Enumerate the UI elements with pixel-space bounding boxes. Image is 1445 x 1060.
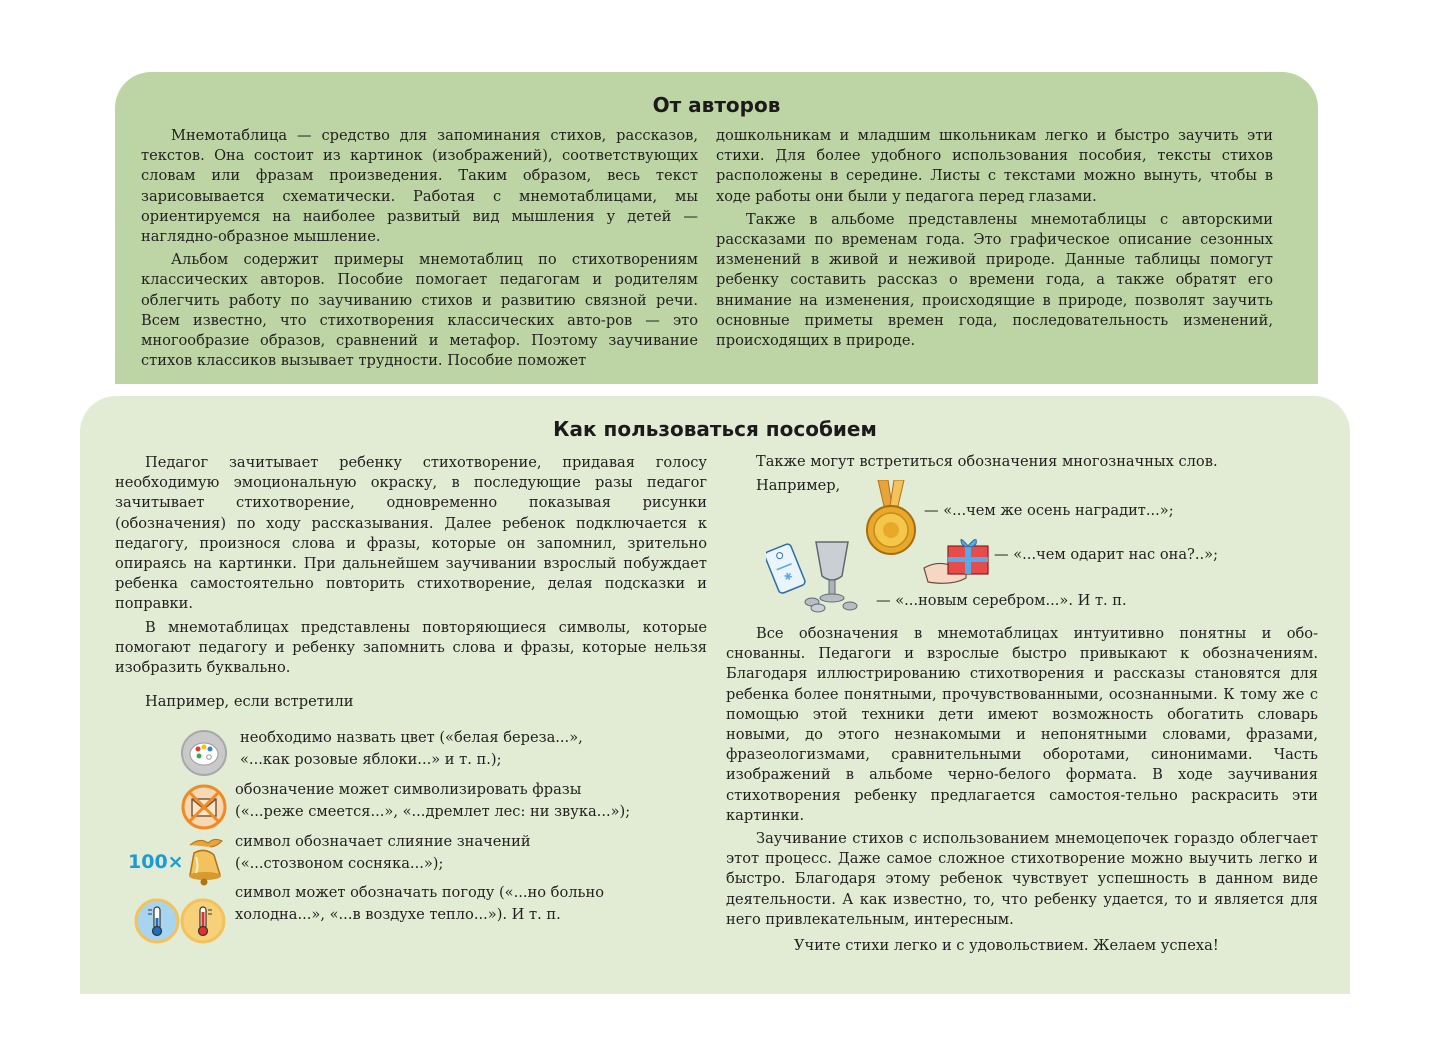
goblet-example-text: — «...новым серебром...». И т. п.: [876, 592, 1127, 609]
symbol-line: «...как розовые яблоки...» и т. п.);: [240, 751, 502, 768]
example-lead: Например, если встретили: [145, 693, 354, 710]
paragraph: В мнемотаблицах представлены повторяющиеся символы, которые помогают педагогу и ребенку запомнить слова и фразы, которые нельзя изобразить буквально.: [115, 618, 707, 677]
symbol-line: («...стозвоном сосняка...»);: [235, 855, 444, 872]
silver-goblet-icon: [766, 536, 866, 622]
symbol-envelope-text: [235, 779, 630, 823]
howto-left-column: [115, 453, 707, 678]
symbol-bell-text: [235, 831, 531, 875]
symbol-line: символ обозначает слияние значений: [235, 833, 531, 850]
paragraph: дошкольникам и младшим школьникам легко и быстро заучить эти стихи. Для более удобного использования пособия, тексты стихов расположены в середине. Листы с текстами можно вынуть, чтобы в ходе работы они были у педагога перед глазами.: [716, 127, 1273, 205]
gift-icon: [922, 534, 992, 592]
gift-example-text: — «...чем одарит нас она?..»;: [994, 546, 1219, 563]
right-example-lead: Например,: [756, 477, 841, 494]
right-intro: Также могут встретиться обозначения многозначных слов.: [756, 453, 1218, 470]
howto-panel: [80, 396, 1350, 994]
paragraph: Все обозначения в мнемотаблицах интуитивно понятны и обо-снованны. Педагоги и взрослые быстро привыкают к обозначениям. Благодаря иллюстрированию стихотворения и рассказы становятся для ребенка более понятными, прочувствованными, осознанными. К тому же с помощью этой техники дети имеют возможность обогатить словарь новыми, до этого незнакомыми и непонятными словами, фразами, фразеологизмами, сравнительными оборотами, синонимами. Часть изображений в альбоме черно-белого формата. В ходе заучивания стихотворения ребенку предлагается самостоя-тельно раскрасить эти картинки.: [726, 625, 1318, 824]
paragraph: Заучивание стихов с использованием мнемоцепочек гораздо облегчает этот процесс. Даже самое сложное стихотворение можно выучить легко и быстро. Благодаря этому ребенок чувствует успешность в данном виде деятельности. А как известно, то, что ребенку удается, то и является для него привлекательным, интересным.: [726, 830, 1318, 928]
medal-icon: [864, 480, 918, 564]
symbol-line: холодна...», «...в воздухе тепло...»). И т. п.: [235, 906, 561, 923]
palette-icon: [180, 729, 228, 781]
bell-icon: [180, 833, 230, 895]
symbol-palette-text: [240, 727, 583, 771]
svg-text:✱: ✱: [782, 570, 795, 585]
symbol-line: обозначение может символизировать фразы: [235, 781, 582, 798]
closing-line: Учите стихи легко и с удовольствием. Желаем успеха!: [794, 937, 1219, 954]
paragraph: Альбом содержит примеры мнемотаблиц по стихотворениям классических авторов. Пособие помогает педагогам и родителям облегчить работу по заучиванию стихов и развитию связной речи. Всем известно, что стихотворения классических авто-ров — это многообразие образов, сравнений и метафор. Поэтому заучивание стихов классиков вызывает трудности. Пособие поможет: [141, 251, 698, 370]
symbol-weather-text: [235, 882, 604, 926]
symbol-line: («...реже смеется...», «...дремлет лес: ни звука...»);: [235, 803, 631, 820]
howto-title: Как пользоваться пособием: [553, 417, 877, 441]
symbol-line: символ может обозначать погоду («...но больно: [235, 884, 604, 901]
howto-right-column: [726, 624, 1318, 930]
medal-example-text: — «...чем же осень наградит...»;: [924, 502, 1174, 519]
thermometer-cold-icon: [134, 898, 180, 948]
paragraph: Педагог зачитывает ребенку стихотворение, придавая голосу необходимую эмоциональную окраску, в последующие разы педагог зачитывает стихотворение, одновременно показывая рисунки (обозначения) по ходу рассказывания. Далее ребенок подключается к педагогу, произнося слова и фразы, которые он запомнил, зрительно опираясь на картинки. При дальнейшем заучивании взрослый побуждает ребенка самостоятельно повторить стихотворение, делая подсказки и поправки.: [115, 454, 707, 613]
crossed-envelope-icon: [180, 783, 228, 835]
authors-left-column: [141, 126, 698, 371]
authors-right-column: [716, 126, 1273, 351]
hundred-times-badge: 100×: [128, 851, 184, 873]
paragraph: Также в альбоме представлены мнемотаблицы с авторскими рассказами по временам года. Это графическое описание сезонных изменений в живой и неживой природе. Данные таблицы помогут ребенку составить рассказ о времени года, а также обратят его внимание на изменения, происходящие в природе, позволят заучить основные приметы времен года, последовательность изменений, происходящих в природе.: [716, 210, 1273, 350]
authors-title: От авторов: [652, 93, 781, 117]
paragraph: Мнемотаблица — средство для запоминания стихов, рассказов, текстов. Она состоит из картинок (изображений), соответствующих словам или фразам произведения. Таким образом, весь текст зарисовывается схематически. Работая с мнемотаблицами, мы ориентируемся на наиболее развитый вид мышления у детей — наглядно-образное мышление.: [141, 127, 698, 246]
thermometer-icon: [180, 898, 226, 948]
symbol-line: необходимо назвать цвет («белая береза...»,: [240, 729, 583, 746]
authors-panel: [115, 72, 1318, 384]
